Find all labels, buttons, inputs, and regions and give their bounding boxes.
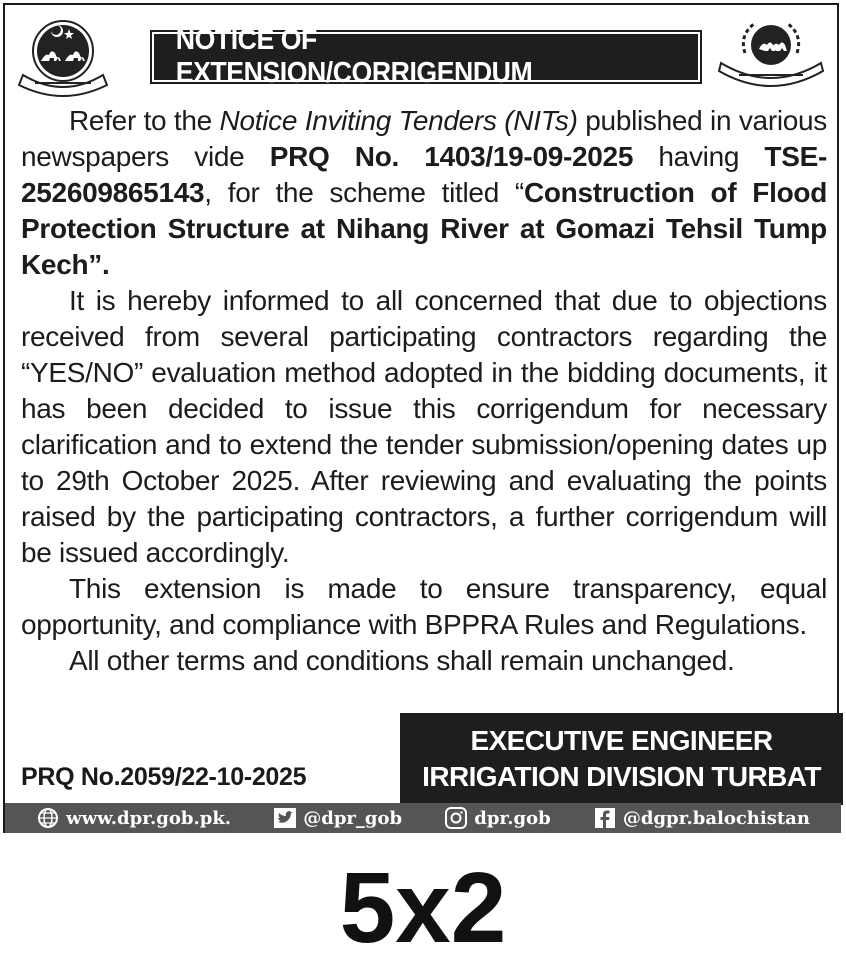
footer-instagram[interactable]: dpr.gob bbox=[444, 807, 550, 829]
signatory-division: IRRIGATION DIVISION TURBAT bbox=[422, 761, 821, 792]
scheme-title: Construction of Flood Protection Structure at Nihang River at Gomazi Tehsil Tump Kech”. bbox=[21, 177, 827, 280]
paragraph-extension-reason: It is hereby informed to all concerned that due to objections received from several participating contractors regarding the “YES/NO” evaluation method adopted in the bidding documents, it has been decided to issue this corrigendum for necessary clarification and to extend the tender submission/opening dates up to 29th October 2025. After reviewing and evaluating the points raised by the participating contractors, a further corrigendum will be issued accordingly. bbox=[21, 285, 827, 568]
signature-block bbox=[400, 713, 843, 805]
footer-facebook[interactable]: @dgpr.balochistan bbox=[593, 807, 810, 829]
notice-title-banner bbox=[152, 24, 700, 89]
tse-number: TSE-252609865143 bbox=[21, 141, 828, 208]
facebook-icon bbox=[593, 807, 617, 829]
prq-reference: PRQ No.2059/22-10-2025 bbox=[21, 763, 307, 791]
paragraph-reference: Refer to the Notice Inviting Tenders (NITs) published in various newspapers vide PRQ No. 1403/19-09-2025 having TSE-252609865143, for the scheme titled “Construction of Flood Protection Structure at Nihang River at Gomazi Tehsil Tump Kech”. bbox=[21, 105, 828, 280]
twitter-icon bbox=[273, 807, 297, 829]
footer-social-bar bbox=[5, 803, 841, 833]
globe-icon bbox=[36, 807, 60, 829]
nit-text: Notice Inviting Tenders (NITs) bbox=[219, 105, 578, 136]
notice-frame bbox=[3, 3, 839, 833]
dgpr-emblem-logo bbox=[715, 15, 827, 95]
paragraph-terms: All other terms and conditions shall remain unchanged. bbox=[69, 645, 735, 676]
signatory-title: EXECUTIVE ENGINEER bbox=[470, 725, 773, 756]
prq-number: PRQ No. 1403/19-09-2025 bbox=[269, 141, 634, 172]
footer-website[interactable]: www.dpr.gob.pk. bbox=[36, 807, 231, 829]
ad-size-label: 5x2 bbox=[339, 852, 507, 964]
instagram-icon bbox=[444, 807, 468, 829]
notice-title: NOTICE OF EXTENSION/CORRIGENDUM bbox=[175, 24, 533, 89]
notice-body bbox=[21, 103, 827, 679]
footer-twitter[interactable]: @dpr_gob bbox=[273, 807, 402, 829]
balochistan-emblem-logo bbox=[17, 17, 109, 101]
paragraph-transparency: This extension is made to ensure transparency, equal opportunity, and compliance with BPPRA Rules and Regulations. bbox=[21, 573, 827, 640]
